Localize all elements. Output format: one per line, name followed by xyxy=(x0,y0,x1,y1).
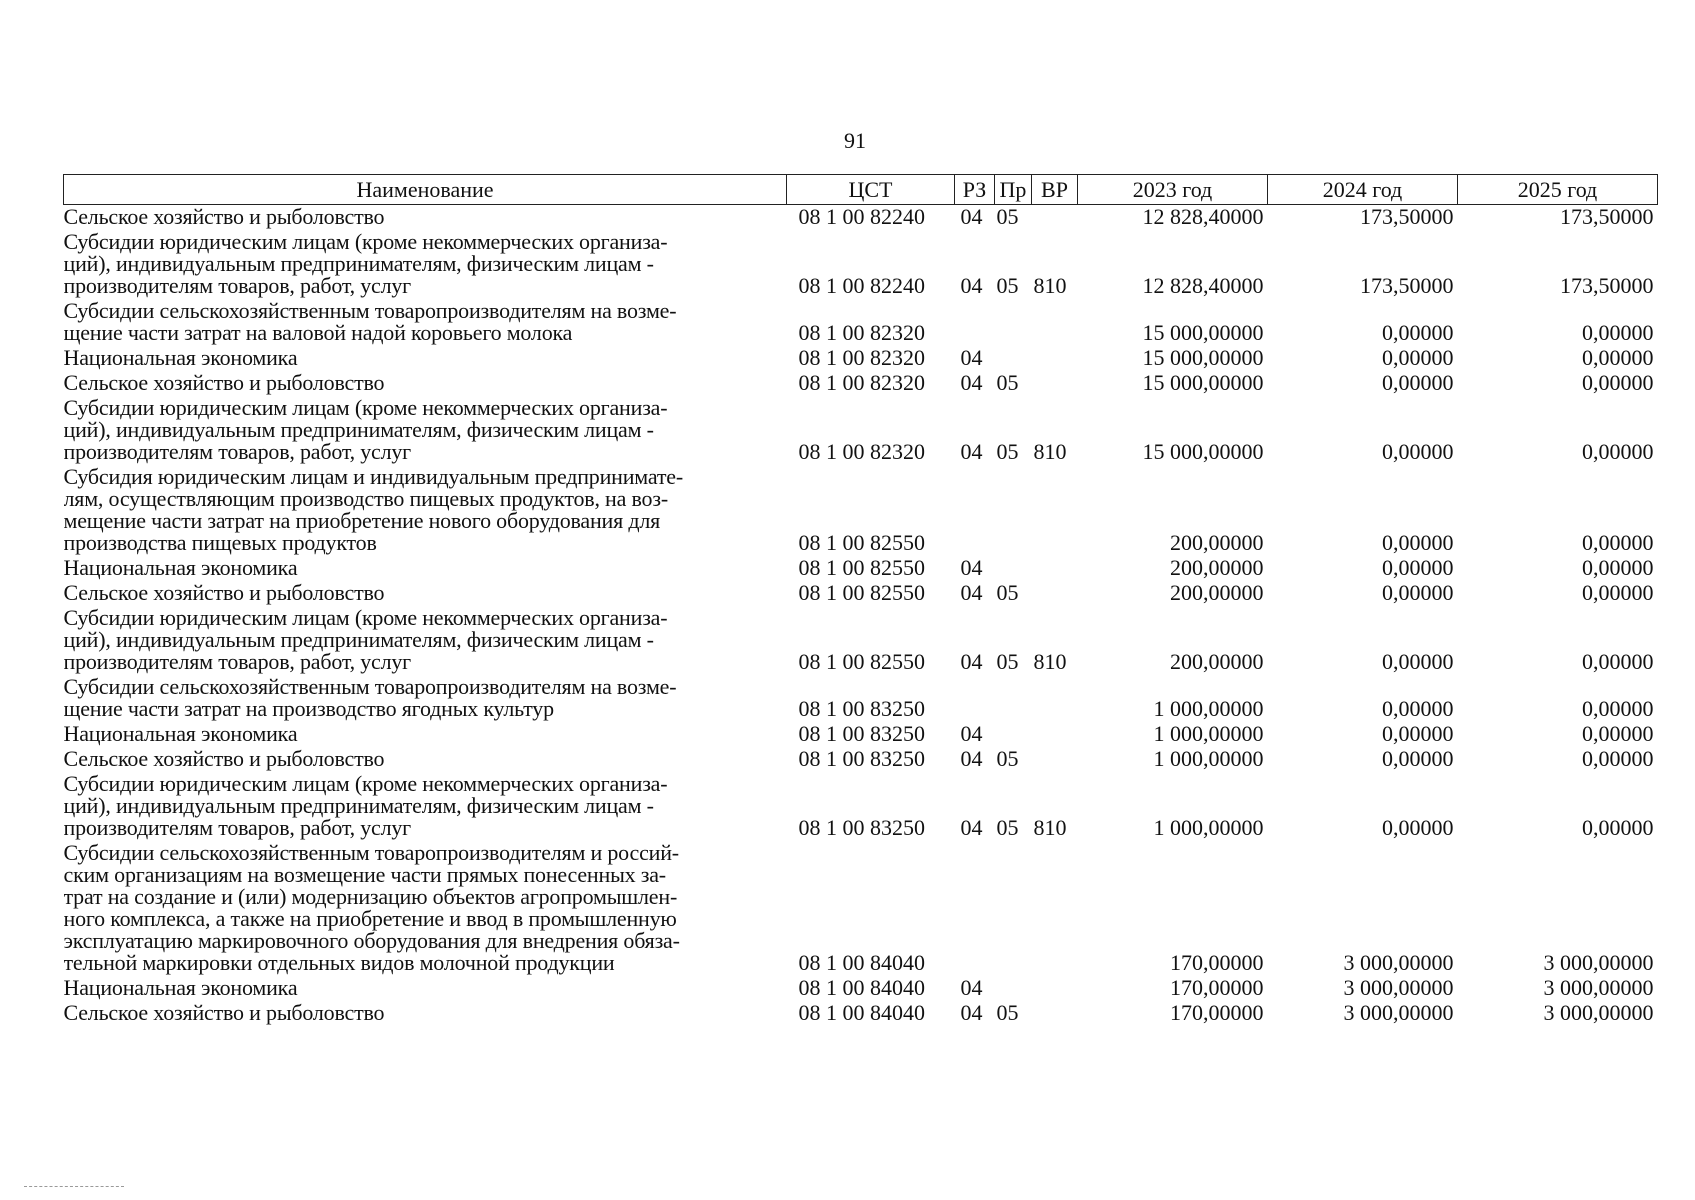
row-2025: 0,00000 xyxy=(1582,320,1654,345)
table-row xyxy=(64,841,1658,976)
row-cst: 08 1 00 82320 xyxy=(798,439,925,464)
row-pr xyxy=(995,346,1032,371)
row-2024: 0,00000 xyxy=(1382,649,1454,674)
row-name-line: производителям товаров, работ, услуг xyxy=(63,649,411,674)
row-vr xyxy=(1032,722,1078,747)
row-pr: 05 xyxy=(996,649,1019,674)
budget-table xyxy=(63,174,1658,1026)
row-name-line: Субсидии сельскохозяйственным товаропроизводителям и россий- xyxy=(63,841,679,865)
row-cst: 08 1 00 84040 xyxy=(798,1001,925,1025)
row-2024: 3 000,00000 xyxy=(1343,950,1454,975)
row-name xyxy=(64,556,787,581)
row-name xyxy=(64,747,787,772)
header-rz: РЗ xyxy=(955,175,995,205)
row-vr xyxy=(1032,976,1078,1001)
row-2025: 0,00000 xyxy=(1582,722,1654,746)
row-name xyxy=(64,976,787,1001)
row-2025: 0,00000 xyxy=(1582,346,1654,370)
row-name xyxy=(64,465,787,556)
row-2024: 173,50000 xyxy=(1360,273,1454,298)
row-name-line: Субсидии юридическим лицам (кроме некоммерческих организа- xyxy=(63,230,668,254)
header-2023: 2023 год xyxy=(1078,175,1268,205)
footer-rule xyxy=(24,1186,124,1187)
row-vr xyxy=(1032,299,1078,346)
header-2025: 2025 год xyxy=(1458,175,1658,205)
row-name-line: лям, осуществляющим производство пищевых продуктов, на воз- xyxy=(63,486,668,511)
row-name-line: Национальная экономика xyxy=(63,976,298,1000)
row-name-line: мещение части затрат на приобретение нового оборудования для xyxy=(63,508,661,533)
row-rz: 04 xyxy=(960,976,983,1000)
row-name xyxy=(64,581,787,606)
row-2023: 15 000,00000 xyxy=(1142,320,1264,345)
row-2025: 0,00000 xyxy=(1582,371,1654,395)
row-vr xyxy=(1032,371,1078,396)
row-2023: 15 000,00000 xyxy=(1142,371,1264,395)
row-name-line: эксплуатацию маркировочного оборудования для внедрения обяза- xyxy=(63,928,680,953)
row-vr xyxy=(1032,581,1078,606)
row-cst: 08 1 00 83250 xyxy=(798,722,925,746)
row-2024: 0,00000 xyxy=(1382,696,1454,721)
table-row xyxy=(64,722,1658,747)
row-cst: 08 1 00 84040 xyxy=(798,950,925,975)
row-2025: 0,00000 xyxy=(1582,696,1654,721)
row-vr: 810 xyxy=(1033,273,1067,298)
row-name xyxy=(64,396,787,465)
row-name xyxy=(64,722,787,747)
row-2024: 0,00000 xyxy=(1382,722,1454,746)
row-name-line: Субсидии сельскохозяйственным товаропроизводителям на возме- xyxy=(63,675,677,699)
row-vr xyxy=(1032,465,1078,556)
row-rz: 04 xyxy=(960,204,983,229)
row-2025: 3 000,00000 xyxy=(1543,950,1654,975)
row-pr xyxy=(995,556,1032,581)
row-name xyxy=(64,1001,787,1026)
table-row xyxy=(64,371,1658,396)
row-pr xyxy=(995,465,1032,556)
table-row xyxy=(64,581,1658,606)
row-2023: 15 000,00000 xyxy=(1142,346,1264,370)
header-cst: ЦСТ xyxy=(787,175,955,205)
row-rz: 04 xyxy=(960,1001,983,1025)
row-2025: 0,00000 xyxy=(1582,747,1654,771)
row-name-line: Национальная экономика xyxy=(63,346,298,370)
row-2023: 170,00000 xyxy=(1170,1001,1264,1025)
row-vr xyxy=(1032,205,1078,231)
row-2023: 200,00000 xyxy=(1170,581,1264,605)
row-rz: 04 xyxy=(960,649,983,674)
row-rz: 04 xyxy=(960,273,983,298)
row-rz xyxy=(955,675,995,722)
row-name xyxy=(64,299,787,346)
table-row xyxy=(64,1001,1658,1026)
row-2025: 3 000,00000 xyxy=(1543,1001,1654,1025)
row-2023: 200,00000 xyxy=(1170,649,1264,674)
row-2025: 3 000,00000 xyxy=(1543,976,1654,1000)
row-rz: 04 xyxy=(960,815,983,840)
row-rz: 04 xyxy=(960,439,983,464)
row-2024: 0,00000 xyxy=(1382,581,1454,605)
row-cst: 08 1 00 83250 xyxy=(798,815,925,840)
row-vr: 810 xyxy=(1033,815,1067,840)
row-2025: 0,00000 xyxy=(1582,649,1654,674)
row-2024: 0,00000 xyxy=(1382,439,1454,464)
row-2025: 173,50000 xyxy=(1560,204,1654,229)
row-2023: 1 000,00000 xyxy=(1153,815,1264,840)
table-row xyxy=(64,675,1658,722)
row-2025: 0,00000 xyxy=(1582,556,1654,580)
row-2023: 15 000,00000 xyxy=(1142,439,1264,464)
table-row xyxy=(64,465,1658,556)
row-cst: 08 1 00 82240 xyxy=(798,204,925,229)
row-cst: 08 1 00 83250 xyxy=(798,747,925,771)
row-2023: 200,00000 xyxy=(1170,530,1264,555)
row-name-line: Сельское хозяйство и рыболовство xyxy=(63,747,385,771)
header-2024: 2024 год xyxy=(1268,175,1458,205)
row-pr: 05 xyxy=(996,747,1019,771)
row-vr xyxy=(1032,346,1078,371)
row-name-line: Субсидии юридическим лицам (кроме некоммерческих организа- xyxy=(63,396,668,420)
row-name-line: Национальная экономика xyxy=(63,722,298,746)
page-number: 91 xyxy=(844,128,866,153)
row-name-line: Субсидии юридическим лицам (кроме некоммерческих организа- xyxy=(63,772,668,796)
row-vr: 810 xyxy=(1033,649,1067,674)
row-2024: 0,00000 xyxy=(1382,556,1454,580)
row-vr xyxy=(1032,841,1078,976)
row-rz: 04 xyxy=(960,581,983,605)
row-cst: 08 1 00 84040 xyxy=(798,976,925,1000)
row-cst: 08 1 00 82550 xyxy=(798,649,925,674)
row-name-line: ного комплекса, а также на приобретение и ввод в промышленную xyxy=(63,906,677,931)
row-pr: 05 xyxy=(996,371,1019,395)
row-vr xyxy=(1032,556,1078,581)
row-name-line: Субсидии юридическим лицам (кроме некоммерческих организа- xyxy=(63,606,668,630)
row-name xyxy=(64,675,787,722)
row-2024: 173,50000 xyxy=(1360,204,1454,229)
row-rz xyxy=(955,465,995,556)
row-rz xyxy=(955,841,995,976)
row-rz: 04 xyxy=(960,371,983,395)
row-name-line: производителям товаров, работ, услуг xyxy=(63,273,411,298)
header-pr: Пр xyxy=(995,175,1032,205)
row-2023: 1 000,00000 xyxy=(1153,747,1264,771)
row-name-line: производителям товаров, работ, услуг xyxy=(63,815,411,840)
row-name xyxy=(64,230,787,299)
row-rz: 04 xyxy=(960,346,983,370)
row-name xyxy=(64,371,787,396)
row-2023: 1 000,00000 xyxy=(1153,696,1264,721)
row-2023: 12 828,40000 xyxy=(1142,273,1264,298)
row-name-line: производителям товаров, работ, услуг xyxy=(63,439,411,464)
row-pr: 05 xyxy=(996,581,1019,605)
row-name xyxy=(64,772,787,841)
table-header xyxy=(64,175,1658,205)
row-pr xyxy=(995,722,1032,747)
row-cst: 08 1 00 82320 xyxy=(798,320,925,345)
row-2024: 0,00000 xyxy=(1382,747,1454,771)
row-pr xyxy=(995,675,1032,722)
row-2025: 0,00000 xyxy=(1582,815,1654,840)
row-name xyxy=(64,205,787,231)
row-vr xyxy=(1032,747,1078,772)
row-2024: 3 000,00000 xyxy=(1343,1001,1454,1025)
row-cst: 08 1 00 82320 xyxy=(798,346,925,370)
row-rz xyxy=(955,299,995,346)
table-row xyxy=(64,396,1658,465)
row-name-line: ций), индивидуальным предпринимателям, физическим лицам - xyxy=(63,793,654,818)
row-cst: 08 1 00 82550 xyxy=(798,556,925,580)
row-name-line: тельной маркировки отдельных видов молочной продукции xyxy=(63,950,615,975)
row-name-line: Сельское хозяйство и рыболовство xyxy=(63,1001,385,1025)
row-rz: 04 xyxy=(960,722,983,746)
table-row xyxy=(64,976,1658,1001)
row-name-line: Национальная экономика xyxy=(63,556,298,580)
row-2025: 173,50000 xyxy=(1560,273,1654,298)
row-name-line: ций), индивидуальным предпринимателям, физическим лицам - xyxy=(63,251,654,276)
row-name-line: ций), индивидуальным предпринимателям, физическим лицам - xyxy=(63,417,654,442)
table-row xyxy=(64,299,1658,346)
header-name: Наименование xyxy=(64,175,787,205)
row-cst: 08 1 00 82550 xyxy=(798,530,925,555)
row-name-line: ций), индивидуальным предпринимателям, физическим лицам - xyxy=(63,627,654,652)
table-row xyxy=(64,346,1658,371)
row-2024: 3 000,00000 xyxy=(1343,976,1454,1000)
row-name xyxy=(64,346,787,371)
row-pr: 05 xyxy=(996,204,1019,229)
table-row xyxy=(64,772,1658,841)
row-name-line: Сельское хозяйство и рыболовство xyxy=(63,204,385,229)
row-pr xyxy=(995,976,1032,1001)
row-name-line: производства пищевых продуктов xyxy=(63,530,377,555)
row-cst: 08 1 00 82320 xyxy=(798,371,925,395)
row-name-line: Сельское хозяйство и рыболовство xyxy=(63,371,385,395)
row-2025: 0,00000 xyxy=(1582,439,1654,464)
table-row xyxy=(64,556,1658,581)
row-pr xyxy=(995,841,1032,976)
row-2023: 1 000,00000 xyxy=(1153,722,1264,746)
row-pr xyxy=(995,299,1032,346)
table-row xyxy=(64,606,1658,675)
row-name xyxy=(64,841,787,976)
row-rz: 04 xyxy=(960,556,983,580)
row-cst: 08 1 00 83250 xyxy=(798,696,925,721)
row-2023: 170,00000 xyxy=(1170,950,1264,975)
table-row xyxy=(64,747,1658,772)
row-vr xyxy=(1032,1001,1078,1026)
row-pr: 05 xyxy=(996,1001,1019,1025)
row-rz: 04 xyxy=(960,747,983,771)
row-2024: 0,00000 xyxy=(1382,530,1454,555)
table-row xyxy=(64,230,1658,299)
row-vr: 810 xyxy=(1033,439,1067,464)
row-cst: 08 1 00 82550 xyxy=(798,581,925,605)
row-2024: 0,00000 xyxy=(1382,371,1454,395)
row-name-line: ским организациям на возмещение части прямых понесенных за- xyxy=(63,862,666,887)
row-cst: 08 1 00 82240 xyxy=(798,273,925,298)
row-2025: 0,00000 xyxy=(1582,530,1654,555)
row-2023: 12 828,40000 xyxy=(1142,204,1264,229)
row-2023: 200,00000 xyxy=(1170,556,1264,580)
table-row xyxy=(64,205,1658,231)
row-name xyxy=(64,606,787,675)
row-name-line: щение части затрат на валовой надой коровьего молока xyxy=(63,320,573,345)
table-body xyxy=(64,205,1658,1027)
row-name-line: трат на создание и (или) модернизацию объектов агропромышлен- xyxy=(63,884,678,909)
row-name-line: Субсидия юридическим лицам и индивидуальным предпринимате- xyxy=(63,465,683,489)
row-2023: 170,00000 xyxy=(1170,976,1264,1000)
row-pr: 05 xyxy=(996,815,1019,840)
row-name-line: Сельское хозяйство и рыболовство xyxy=(63,581,385,605)
header-vr: ВР xyxy=(1032,175,1078,205)
row-pr: 05 xyxy=(996,273,1019,298)
row-vr xyxy=(1032,675,1078,722)
row-name-line: Субсидии сельскохозяйственным товаропроизводителям на возме- xyxy=(63,299,677,323)
row-2025: 0,00000 xyxy=(1582,581,1654,605)
row-2024: 0,00000 xyxy=(1382,346,1454,370)
row-name-line: щение части затрат на производство ягодных культур xyxy=(63,696,554,721)
row-2024: 0,00000 xyxy=(1382,815,1454,840)
row-2024: 0,00000 xyxy=(1382,320,1454,345)
row-pr: 05 xyxy=(996,439,1019,464)
